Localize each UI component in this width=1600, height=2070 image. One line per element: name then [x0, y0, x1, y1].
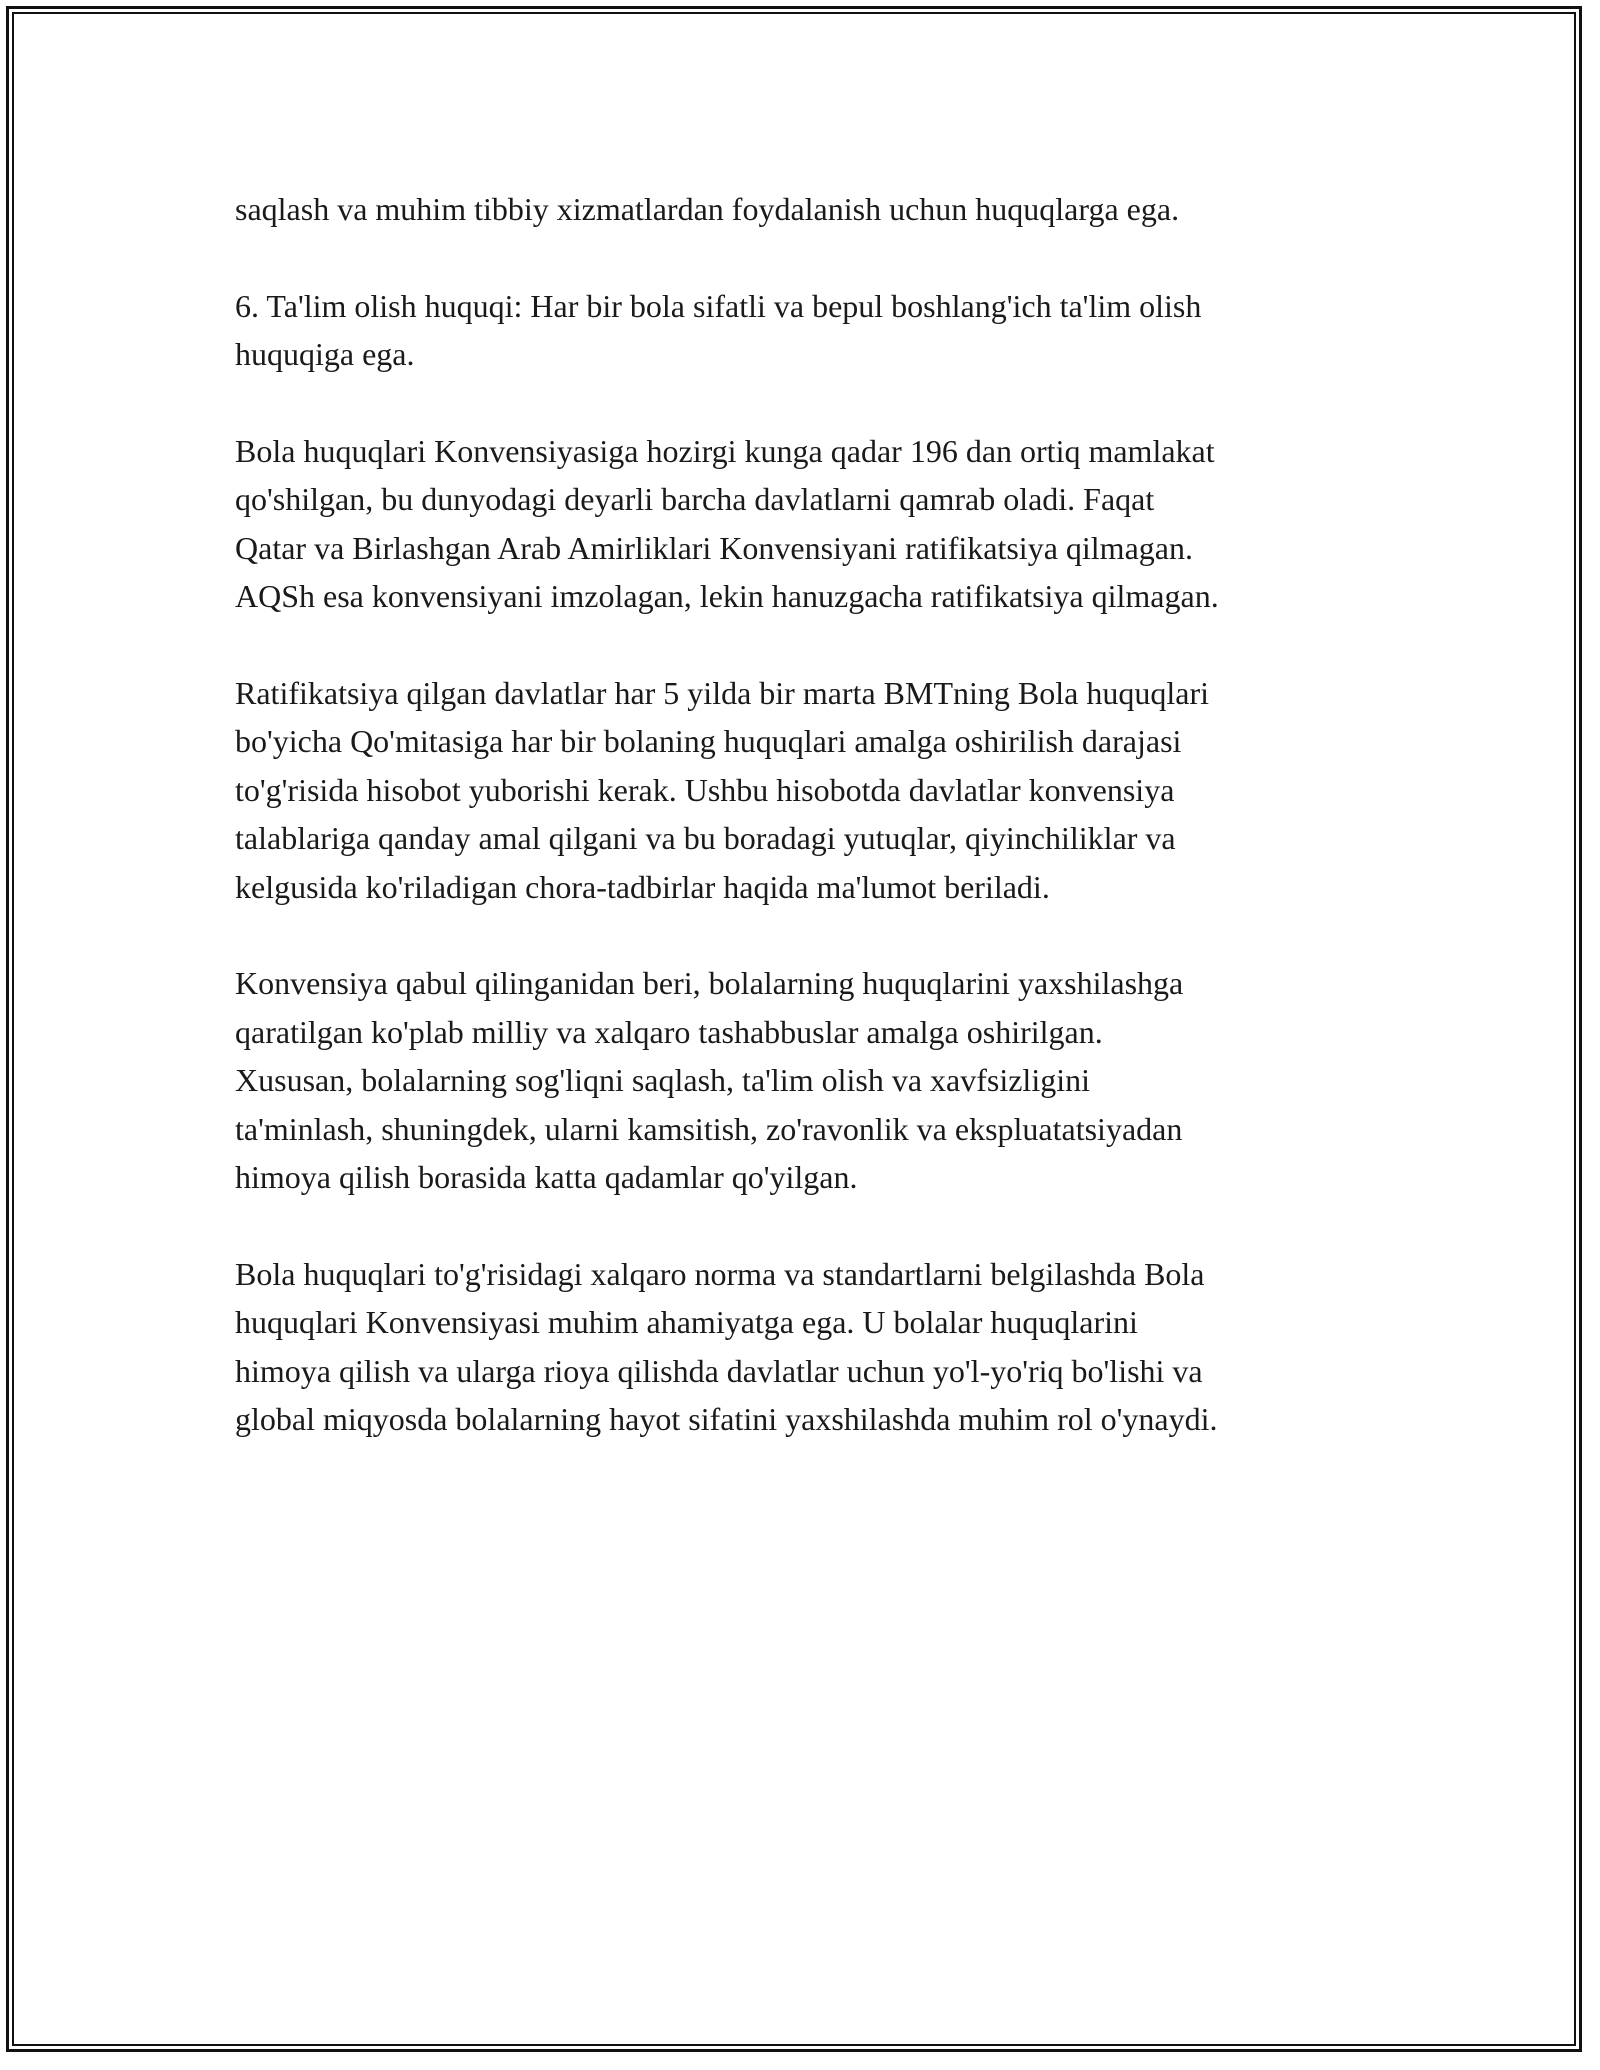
text-line: Xususan, bolalarning sog'liqni saqlash, ta'lim olish va xavfsizligini	[235, 1062, 1090, 1098]
text-line: bo'yicha Qo'mitasiga har bir bolaning huquqlari amalga oshirilish darajasi	[235, 723, 1182, 759]
text-line: kelgusida ko'riladigan chora-tadbirlar haqida ma'lumot beriladi.	[235, 868, 1050, 905]
text-line: global miqyosda bolalarning hayot sifatini yaxshilashda muhim rol o'ynaydi.	[235, 1401, 1218, 1437]
document-body	[235, 185, 1375, 1492]
paragraph-convention-membership	[235, 427, 1375, 621]
paragraph-reporting	[235, 669, 1375, 912]
text-line: AQSh esa konvensiyani imzolagan, lekin hanuzgacha ratifikatsiya qilmagan.	[235, 578, 1219, 614]
text-line: to'g'risida hisobot yuborishi kerak. Ushbu hisobotda davlatlar konvensiya	[235, 771, 1175, 808]
text-line: Ratifikatsiya qilgan davlatlar har 5 yilda bir marta BMTning Bola huquqlari	[235, 674, 1209, 711]
paragraph-initiatives	[235, 959, 1375, 1202]
text-line: Qatar va Birlashgan Arab Amirliklari Konvensiyani ratifikatsiya qilmagan.	[235, 529, 1193, 566]
paragraph-health-rights-end	[235, 185, 1375, 234]
text-line: huquqlari Konvensiyasi muhim ahamiyatga ega. U bolalar huquqlarini	[235, 1304, 1138, 1340]
text-line: saqlash va muhim tibbiy xizmatlardan foydalanish uchun huquqlarga ega.	[235, 191, 1180, 227]
text-line: talablariga qanday amal qilgani va bu boradagi yutuqlar, qiyinchiliklar va	[235, 820, 1176, 856]
text-line: himoya qilish va ularga rioya qilishda davlatlar uchun yo'l-yo'riq bo'lishi va	[235, 1352, 1203, 1389]
text-line: himoya qilish borasida katta qadamlar qo'yilgan.	[235, 1159, 858, 1195]
text-line: qo'shilgan, bu dunyodagi deyarli barcha davlatlarni qamrab oladi. Faqat	[235, 481, 1155, 517]
text-line: Bola huquqlari to'g'risidagi xalqaro norma va standartlarni belgilashda Bola	[235, 1255, 1205, 1292]
paragraph-importance	[235, 1250, 1375, 1444]
text-line: ta'minlash, shuningdek, ularni kamsitish, zo'ravonlik va ekspluatatsiyadan	[235, 1110, 1183, 1147]
paragraph-education-right	[235, 282, 1375, 379]
text-line: 6. Ta'lim olish huquqi: Har bir bola sifatli va bepul boshlang'ich ta'lim olish	[235, 287, 1202, 324]
text-line: huquqiga ega.	[235, 336, 415, 372]
text-line: Konvensiya qabul qilinganidan beri, bolalarning huquqlarini yaxshilashga	[235, 965, 1184, 1001]
text-line: qaratilgan ko'plab milliy va xalqaro tashabbuslar amalga oshirilgan.	[235, 1013, 1103, 1050]
text-line: Bola huquqlari Konvensiyasiga hozirgi kunga qadar 196 dan ortiq mamlakat	[235, 432, 1215, 469]
